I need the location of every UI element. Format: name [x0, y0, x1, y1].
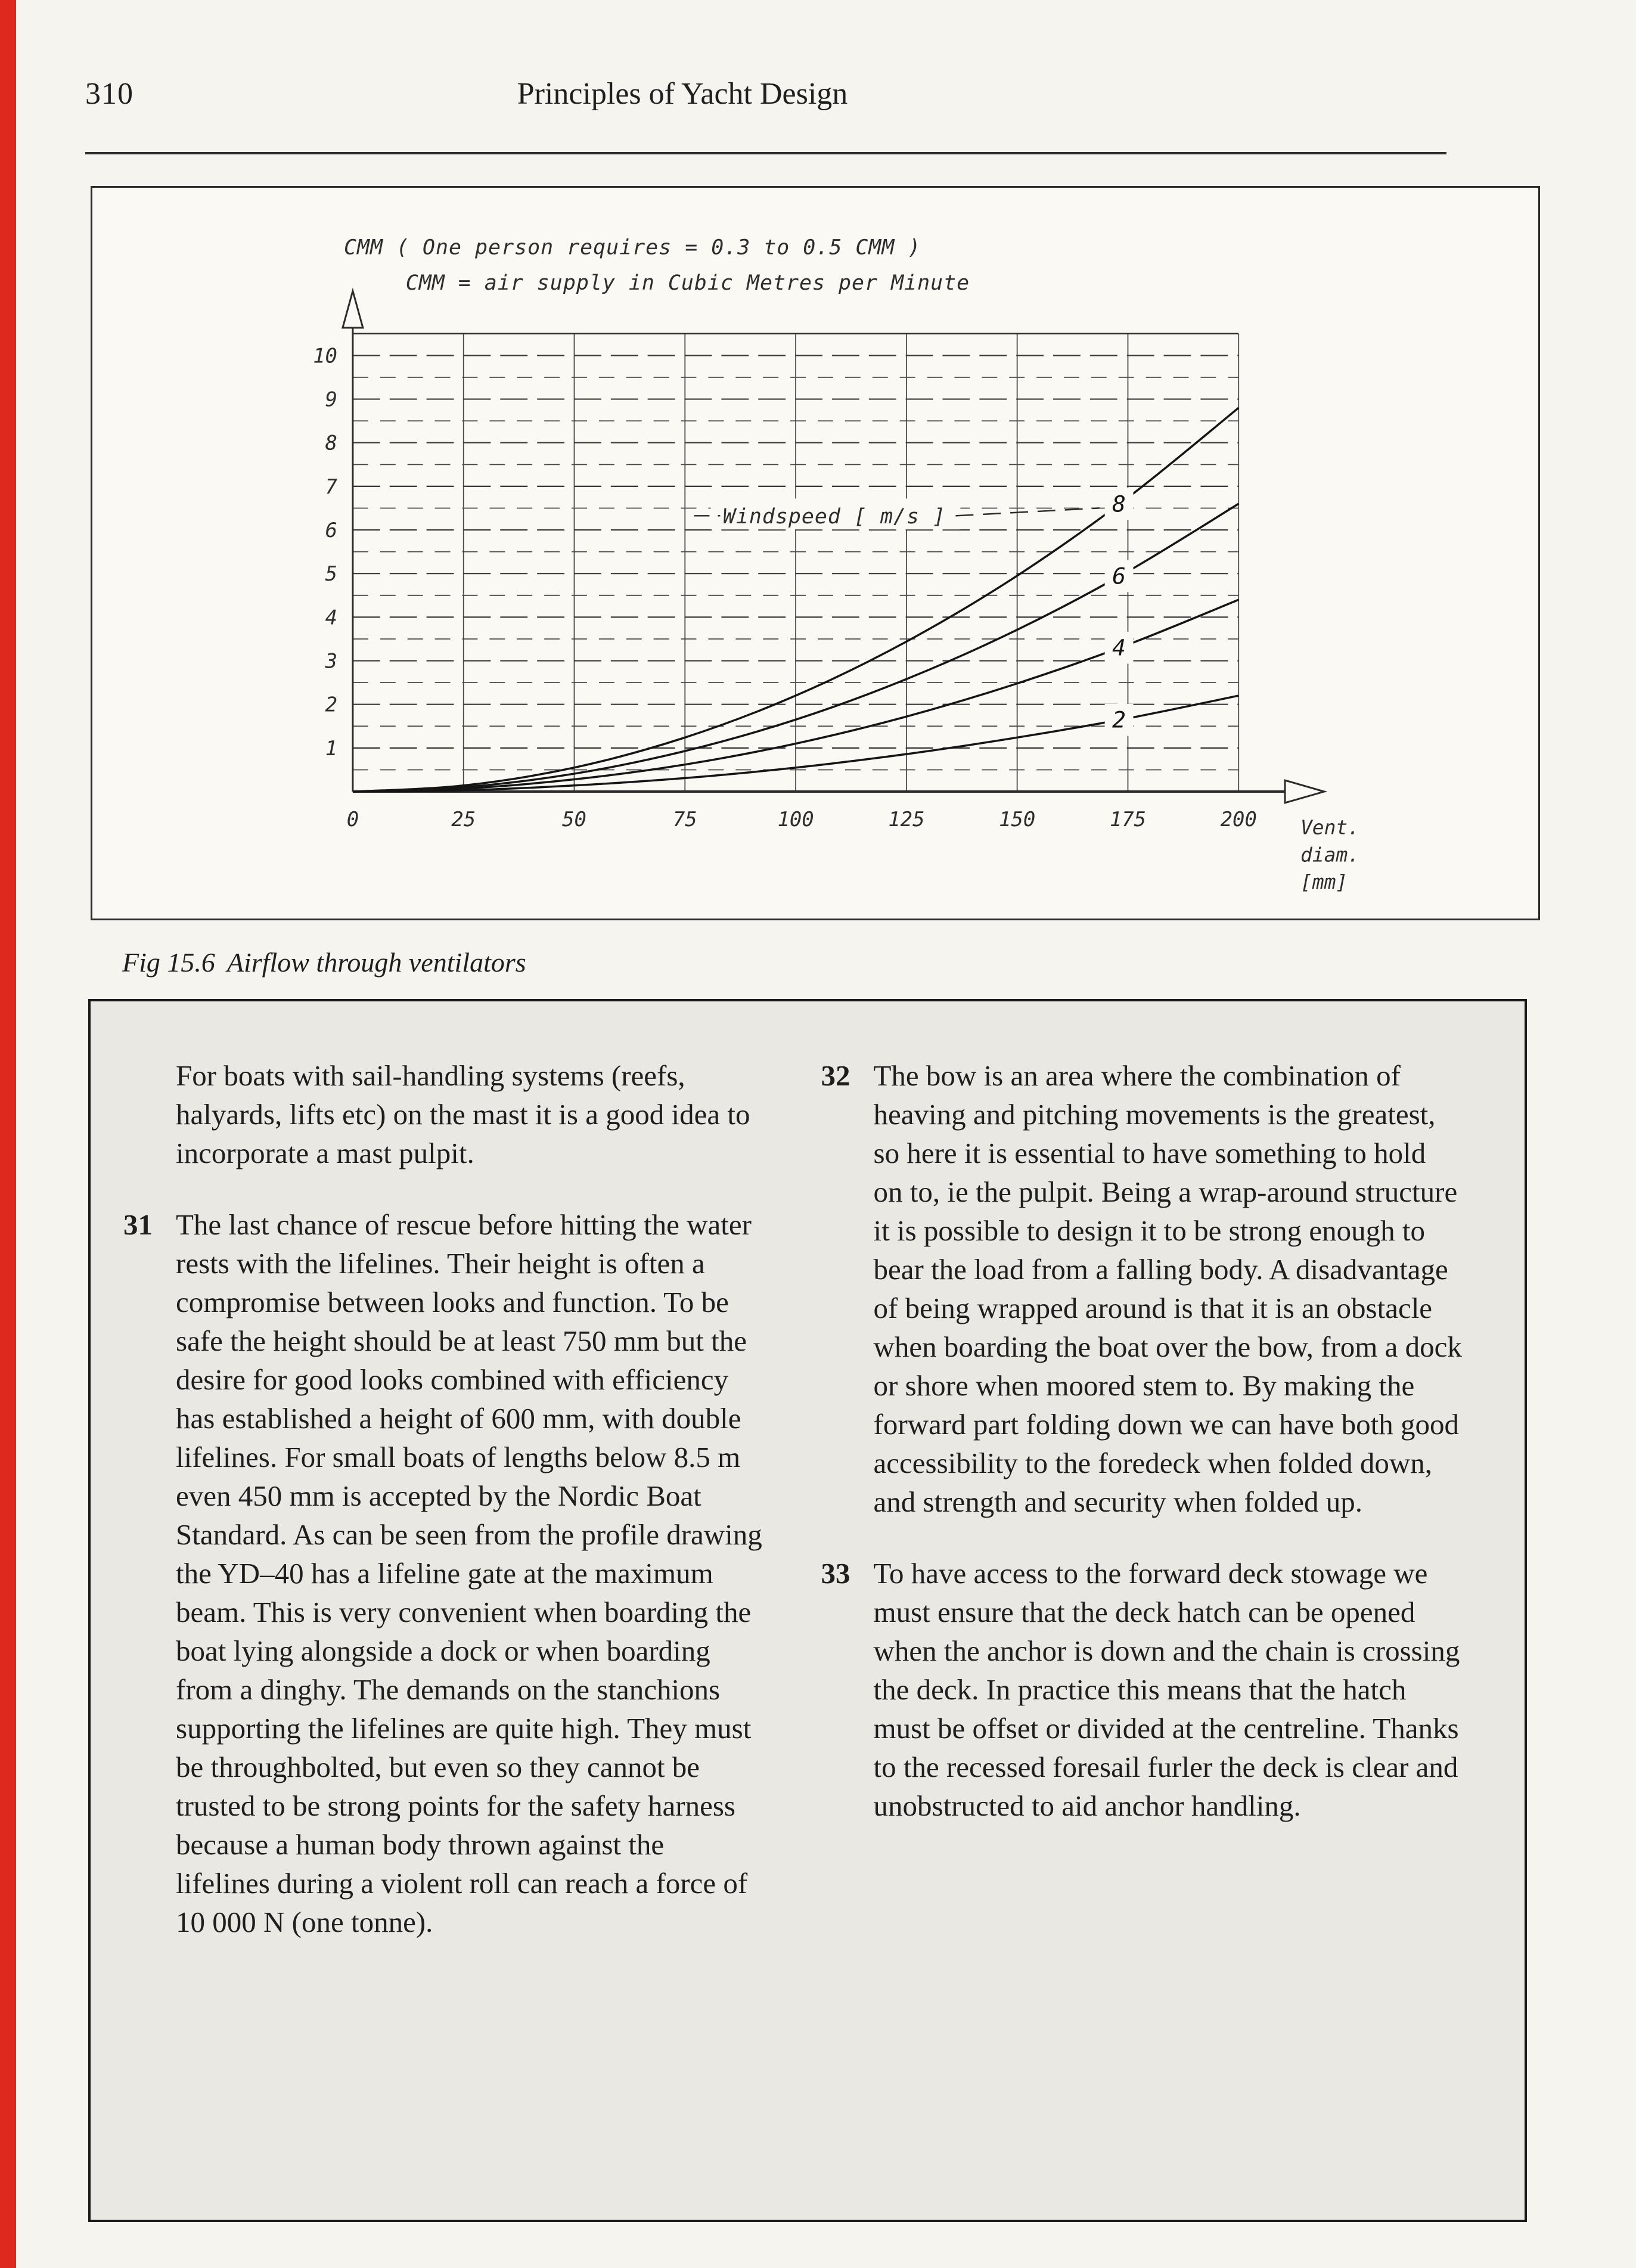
x-axis-arrow-icon — [1285, 780, 1324, 803]
paragraph-number: 31 — [123, 1208, 153, 1241]
y-tick-label: 2 — [325, 693, 337, 716]
figure-caption — [122, 947, 526, 978]
article-box — [88, 999, 1527, 2222]
x-axis-unit-label: [mm] — [1300, 870, 1348, 894]
y-tick-label: 9 — [325, 387, 337, 411]
y-tick-label: 7 — [325, 474, 337, 498]
book-title: Principles of Yacht Design — [517, 77, 848, 111]
paragraph-33 — [821, 1554, 1463, 1825]
y-tick-label: 4 — [325, 606, 337, 629]
article-column-right — [821, 1056, 1463, 2220]
x-tick-label: 50 — [562, 807, 586, 831]
y-tick-label: 5 — [325, 562, 337, 586]
paragraph-31 — [123, 1205, 765, 1941]
paragraph-number — [123, 1056, 176, 1172]
page-number: 310 — [85, 77, 134, 111]
figure-caption-title: Airflow through ventilators — [226, 947, 526, 978]
y-axis-arrow-icon — [343, 291, 363, 328]
article-column-left — [123, 1056, 765, 2220]
x-tick-label: 200 — [1220, 807, 1257, 831]
paragraph-text: For boats with sail-handling systems (reefs, halyards, lifts etc) on the mast it is a good idea to incorporate a mast pulpit. — [176, 1059, 750, 1169]
figure-caption-number: Fig 15.6 — [122, 947, 215, 978]
windspeed-leader-right — [955, 508, 1099, 516]
curve-label-windspeed-4: 4 — [1112, 634, 1126, 661]
curve-label-windspeed-2: 2 — [1112, 706, 1126, 733]
paragraph-text: To have access to the forward deck stowage we must ensure that the deck hatch can be opened when the anchor is down and the chain is crossing the deck. In practice this means that the hatch must be offset or divided at the centreline. Thanks to the recessed foresail furler the deck is clear and unobstructed to aid anchor handling. — [873, 1557, 1460, 1822]
y-tick-label: 6 — [325, 519, 337, 542]
y-tick-label: 8 — [325, 431, 337, 455]
x-tick-label: 100 — [777, 807, 814, 831]
chart-note-line-1: CMM ( One person requires = 0.3 to 0.5 CMM ) — [343, 235, 921, 260]
y-tick-label: 10 — [313, 344, 337, 368]
y-tick-label: 1 — [325, 736, 337, 760]
paragraph-continued — [123, 1056, 765, 1172]
y-tick-label: 3 — [325, 649, 337, 673]
paragraph-text: The last chance of rescue before hitting the water rests with the lifelines. Their height is often a compromise between looks and function. To be safe the height should be at least 750 mm but the desire for good looks combined with efficiency has established a height of 600 mm, with double lifelines. For small boats of lengths below 8.5 m even 450 mm is accepted by the Nordic Boat Standard. As can be seen from the profile drawing the YD–40 has a lifeline gate at the maximum beam. This is very convenient when boarding the boat lying alongside a dock or when boarding from a dinghy. The demands on the stanchions supporting the lifelines are quite high. They must be throughbolted, but even so they cannot be trusted to be strong points for the safety harness because a human body thrown against the lifelines during a violent roll can reach a force of 10 000 N (one tonne). — [176, 1208, 762, 1938]
x-tick-label: 75 — [672, 807, 697, 831]
x-tick-label: 150 — [999, 807, 1036, 831]
chart-note-line-2: CMM = air supply in Cubic Metres per Minute — [405, 271, 970, 296]
curve-label-windspeed-8: 8 — [1112, 491, 1126, 517]
x-tick-label: 175 — [1109, 807, 1147, 831]
paragraph-text: The bow is an area where the combination of heaving and pitching movements is the greatest, so here it is essential to have something to hold on to, ie the pulpit. Being a wrap-around structure it is possible to design it to be strong enough to bear the load from a falling body. A disadvantage of being wrapped around is that it is an obstacle when boarding the boat over the bow, from a dock or shore when moored stem to. By making the forward part folding down we can have both good accessibility to the foredeck when folded down, and strength and security when folded up. — [873, 1059, 1462, 1518]
header-rule — [85, 152, 1446, 154]
x-tick-label: 0 — [346, 807, 359, 831]
figure-box — [91, 186, 1540, 920]
paragraph-number: 32 — [821, 1059, 850, 1092]
curve-label-windspeed-6: 6 — [1112, 563, 1126, 590]
x-axis-unit-label: diam. — [1300, 843, 1360, 867]
paragraph-32 — [821, 1056, 1463, 1521]
paragraph-number: 33 — [821, 1557, 850, 1590]
x-tick-label: 125 — [888, 807, 925, 831]
page-left-edge-artifact — [0, 0, 16, 2268]
ventilation-airflow-chart — [92, 188, 1538, 919]
x-tick-label: 25 — [451, 807, 476, 831]
windspeed-annotation: Windspeed [ m/s ] — [722, 505, 946, 529]
x-axis-unit-label: Vent. — [1300, 815, 1360, 839]
